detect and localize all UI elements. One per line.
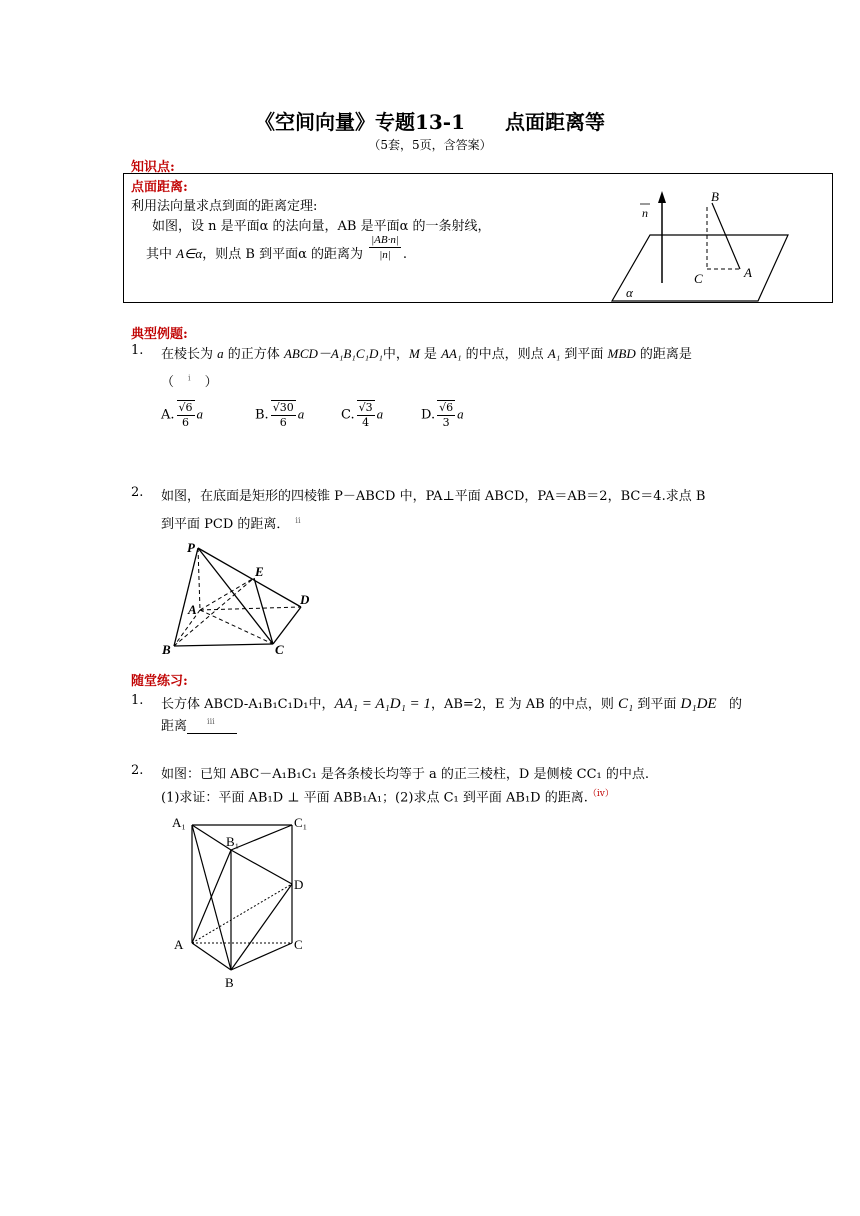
example2-line1: 如图，在底面是矩形的四棱锥 P－ABCD 中，PA⊥平面 ABCD，PA＝AB＝2，BC＝4.求点 B xyxy=(161,489,706,504)
page-title: 《空间向量》专题13-1 点面距离等 xyxy=(254,110,606,134)
answer-blank[interactable]: iii xyxy=(187,721,237,734)
option-d[interactable]: D. $\frac{√6}{3}$ a xyxy=(421,401,464,429)
option-a[interactable]: A. $\frac{√6}{6}$ a xyxy=(161,401,204,429)
knowledge-heading: 知识点: xyxy=(131,160,175,175)
practice2-line1: 如图：已知 ABC－A₁B₁C₁ 是各条棱长均等于 a 的正三棱柱，D 是侧棱 CC₁ 的中点. xyxy=(161,767,649,782)
prism-figure xyxy=(168,810,328,992)
page-subtitle: （5套，5页，含答案） xyxy=(368,138,492,152)
prism-label-B1: B₁ xyxy=(226,834,240,849)
prism-label-C1: C₁ xyxy=(294,815,308,830)
prism-label-C: C xyxy=(294,937,303,952)
label-alpha: α xyxy=(626,285,633,300)
practice1-line2: 距离 iii xyxy=(161,715,237,734)
option-b[interactable]: B. $\frac{√30}{6}$ a xyxy=(255,401,305,429)
example2-line2: 到平面 PCD 的距离． $^{ii}$ xyxy=(161,515,301,532)
knowledge-line3: 其中 A∈α，则点 B 到平面α 的距离为 $\frac{|AB\cdot n|}{|n|}$ . xyxy=(146,234,408,262)
example1-paren: （ $^i$ ） xyxy=(161,373,218,390)
label-C: C xyxy=(694,271,703,286)
knowledge-line2: 如图，设 n 是平面α 的法向量，AB 是平面α 的一条射线， xyxy=(152,219,491,234)
example1-number: 1. xyxy=(131,343,144,358)
option-c[interactable]: C. $\frac{√3}{4}$ a xyxy=(341,401,384,429)
label-B: B xyxy=(711,189,719,204)
pyr-label-A: A xyxy=(188,602,197,617)
knowledge-subheading: 点面距离: xyxy=(131,180,188,195)
distance-formula: $\frac{|AB\cdot n|}{|n|}$ xyxy=(371,234,399,261)
prism-label-A1: A₁ xyxy=(172,815,186,830)
practice-heading: 随堂练习: xyxy=(131,674,188,689)
pyramid-figure xyxy=(158,538,318,660)
practice2-line2: (1)求证：平面 AB₁D ⊥ 平面 ABB₁A₁；(2)求点 C₁ 到平面 AB₁D 的距离.$^{(iv)}$ xyxy=(161,789,614,806)
examples-heading: 典型例题: xyxy=(131,327,188,342)
prism-label-B: B xyxy=(225,975,234,990)
label-n: n xyxy=(642,206,648,220)
pyr-label-P: P xyxy=(187,540,195,555)
pyr-label-E: E xyxy=(255,564,264,579)
pyr-label-B: B xyxy=(162,642,171,657)
knowledge-line1: 利用法向量求点到面的距离定理: xyxy=(131,199,318,214)
practice1-line1: 长方体 ABCD-A₁B₁C₁D₁中，AA₁ = A₁D₁ = 1，AB=2，E 为 AB 的中点，则 C₁ 到平面 D₁DE 的 xyxy=(161,696,743,712)
example2-number: 2. xyxy=(131,485,144,500)
prism-label-D: D xyxy=(294,877,304,892)
example1-text: 在棱长为 a 的正方体 ABCD－A₁B₁C₁D₁中，M 是 AA₁ 的中点，则点 A₁ 到平面 MBD 的距离是 xyxy=(161,346,692,362)
plane-normal-figure xyxy=(610,185,810,303)
pyr-label-D: D xyxy=(300,592,310,607)
pyr-label-C: C xyxy=(275,642,284,657)
practice2-number: 2. xyxy=(131,763,144,778)
label-A: A xyxy=(744,265,752,280)
practice1-number: 1. xyxy=(131,693,144,708)
prism-label-A: A xyxy=(174,937,184,952)
